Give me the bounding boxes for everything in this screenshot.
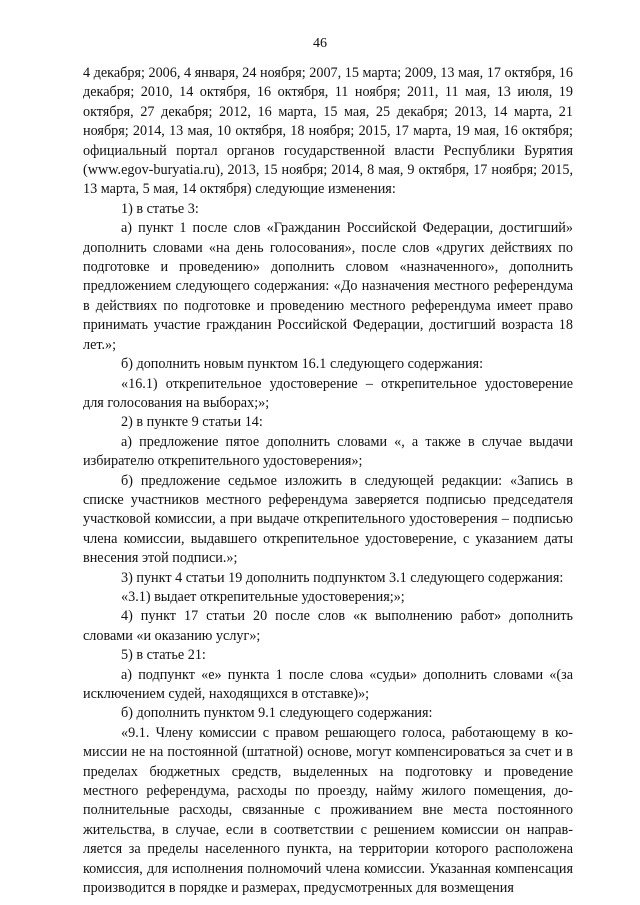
paragraph-item-1: 1) в статье 3: xyxy=(121,200,199,217)
paragraph-item-1a: а) пункт 1 после слов «Гражданин Российской Федерации, достигший» дополнить словами «на день голосования», после слов «других действиях по подготовке и проведению» дополнить словом «назначенного», дополнить предложением следующего содержания: «До назначения местного референдума в действиях по подготовке и проведению местного референдума имеет право принимать участие гражданин Российской Федерации, достигший возраста 18 лет.»; xyxy=(83,220,573,353)
page-number: 46 xyxy=(313,36,327,51)
paragraph-item-3: 3) пункт 4 статьи 19 дополнить подпунктом 3.1 следующего содержания: xyxy=(121,569,564,586)
paragraph-intro-continuation: 4 декабря; 2006, 4 января, 24 ноября; 2007, 15 марта; 2009, 13 мая, 17 октября, 16 декабря; 2010, 14 октября, 16 октября, 11 ноября; 2011, 11 мая, 13 июля, 19 октября, 27 декабря; 2012, 16 марта, 15 мая, 25 декабря; 2013, 14 марта, 21 ноября; 2014, 13 мая, 10 октября, 18 ноября; 2015, 17 марта, 19 мая, 16 октября; официальный портал органов государственной власти Республики Бурятия (www.egov-buryatia.ru), 2013, 15 ноября; 2014, 8 мая, 9 октября, 17 ноября; 2015, 13 марта, 5 мая, 14 октября) следующие изменения: xyxy=(83,65,573,198)
paragraph-item-5: 5) в статье 21: xyxy=(121,647,206,664)
paragraph-item-5a: а) подпункт «е» пункта 1 после слова «судьи» дополнить словами «(за исключением судей, находящихся в отставке)»; xyxy=(83,666,573,702)
paragraph-quote-9-1: «9.1. Члену комиссии с правом решающего голоса, работающему в комиссии не на постоянной (штатной) основе, могут компенсироваться за счет и в пределах бюджетных средств, выделенных на подготовку и проведение местного референдума, расходы по проезду, найму жилого помещения, дополнительные расходы, связанные с проживанием вне места постоянного жительства, в случае, если в соответствии с решением комиссии он направляется за пределы населенного пункта, на территории которого расположена комиссия, для исполнения полномочий члена комиссии. Указанная компенсация производится в порядке и размерах, предусмотренных для возмещения xyxy=(83,724,573,897)
paragraph-item-2a: а) предложение пятое дополнить словами «, а также в случае выдачи избирателю открепительного удостоверения»; xyxy=(83,433,573,470)
paragraph-quote-3-1: «3.1) выдает открепительные удостоверения;»; xyxy=(121,588,405,605)
paragraph-item-2b: б) предложение седьмое изложить в следующей редакции: «Запись в списке участников местного референдума заверяется подписью председателя участковой комиссии, а при выдаче открепительного удостоверения – подписью члена комиссии, выдавшего открепительное удостоверение, с указанием даты внесения этой подписи.»; xyxy=(83,472,573,567)
paragraph-item-2: 2) в пункте 9 статьи 14: xyxy=(121,414,263,431)
paragraph-item-1b: б) дополнить новым пунктом 16.1 следующего содержания: xyxy=(121,356,484,373)
document-body xyxy=(83,64,573,898)
paragraph-item-4: 4) пункт 17 статьи 20 после слов «к выполнению работ» дополнить словами «и оказанию услуг»; xyxy=(83,608,573,644)
paragraph-item-5b: б) дополнить пунктом 9.1 следующего содержания: xyxy=(121,705,433,722)
paragraph-quote-16-1: «16.1) открепительное удостоверение – открепительное удостоверение для голосования на выборах;»; xyxy=(83,375,573,411)
